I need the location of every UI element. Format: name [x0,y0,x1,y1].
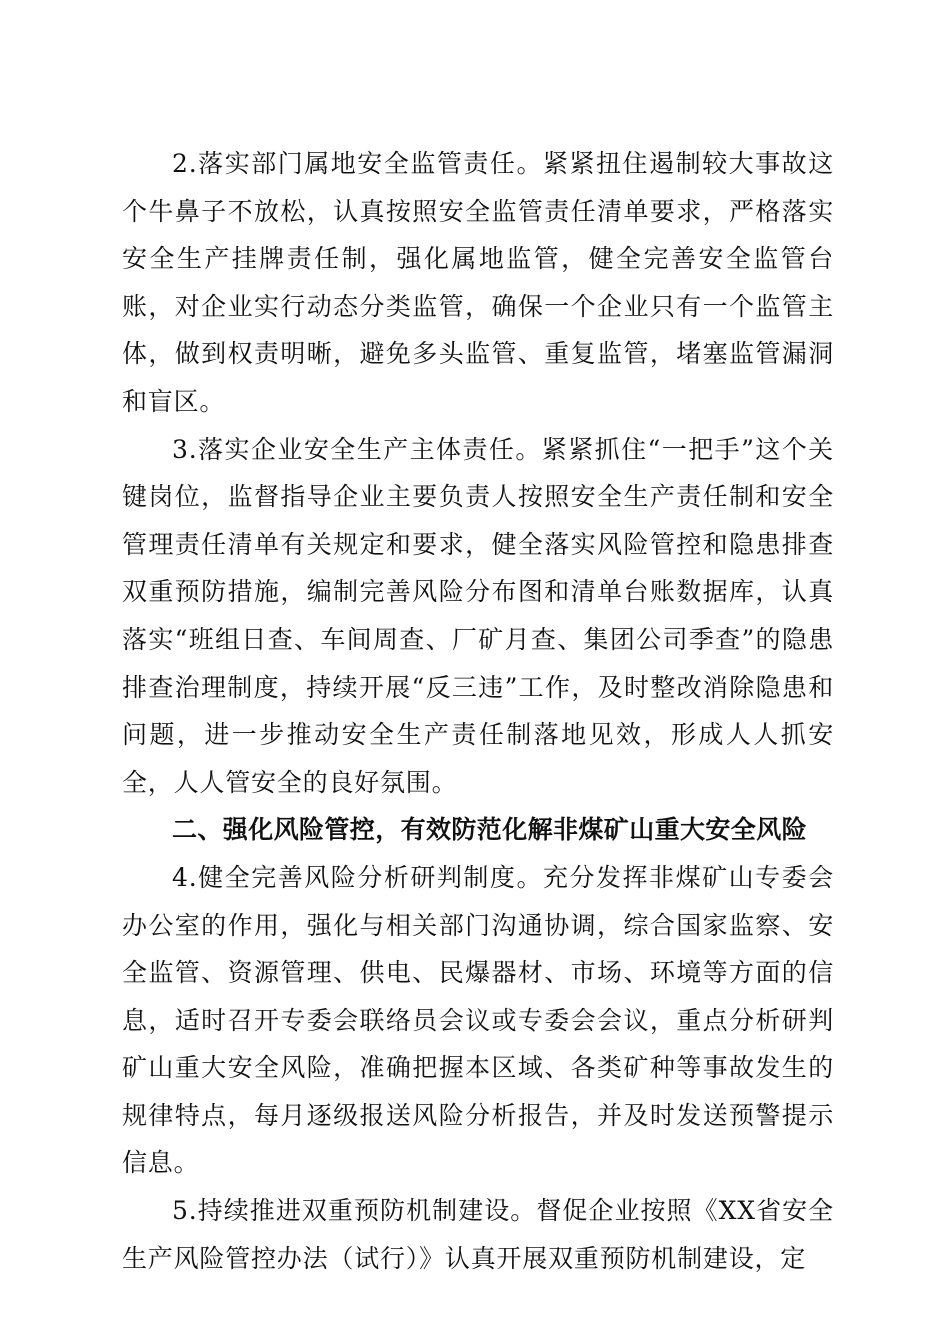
paragraph-2-department-responsibility: 2.落实部门属地安全监管责任。紧紧扭住遏制较大事故这个牛鼻子不放松，认真按照安全监管责任清单要求，严格落实安全生产挂牌责任制，强化属地监管，健全完善安全监管台账，对企业实行动态分类监管，确保一个企业只有一个监管主体，做到权责明晰，避免多头监管、重复监管，堵塞监管漏洞和盲区。 [122,149,834,416]
document-body [122,140,834,1282]
paragraph-3-enterprise-responsibility: 3.落实企业安全生产主体责任。紧紧抓住“一把手”这个关键岗位，监督指导企业主要负责人按照安全生产责任制和安全管理责任清单有关规定和要求，健全落实风险管控和隐患排查双重预防措施，编制完善风险分布图和清单台账数据库，认真落实“班组日查、车间周查、厂矿月查、集团公司季查”的隐患排查治理制度，持续开展“反三违”工作，及时整改消除隐患和问题，进一步推动安全生产责任制落地见效，形成人人抓安全，人人管安全的良好氛围。 [122,434,834,797]
section-heading-risk-control: 二、强化风险管控，有效防范化解非煤矿山重大安全风险 [172,815,808,845]
paragraph-4-risk-analysis: 4.健全完善风险分析研判制度。充分发挥非煤矿山专委会办公室的作用，强化与相关部门沟通协调，综合国家监察、安全监管、资源管理、供电、民爆器材、市场、环境等方面的信息，适时召开专委会联络员会议或专委会会议，重点分析研判矿山重大安全风险，准确把握本区域、各类矿种等事故发生的规律特点，每月逐级报送风险分析报告，并及时发送预警提示信息。 [122,862,834,1178]
paragraph-5-dual-prevention: 5.持续推进双重预防机制建设。督促企业按照《XX省安全生产风险管控办法（试行）》认真开展双重预防机制建设，定 [122,1196,834,1273]
